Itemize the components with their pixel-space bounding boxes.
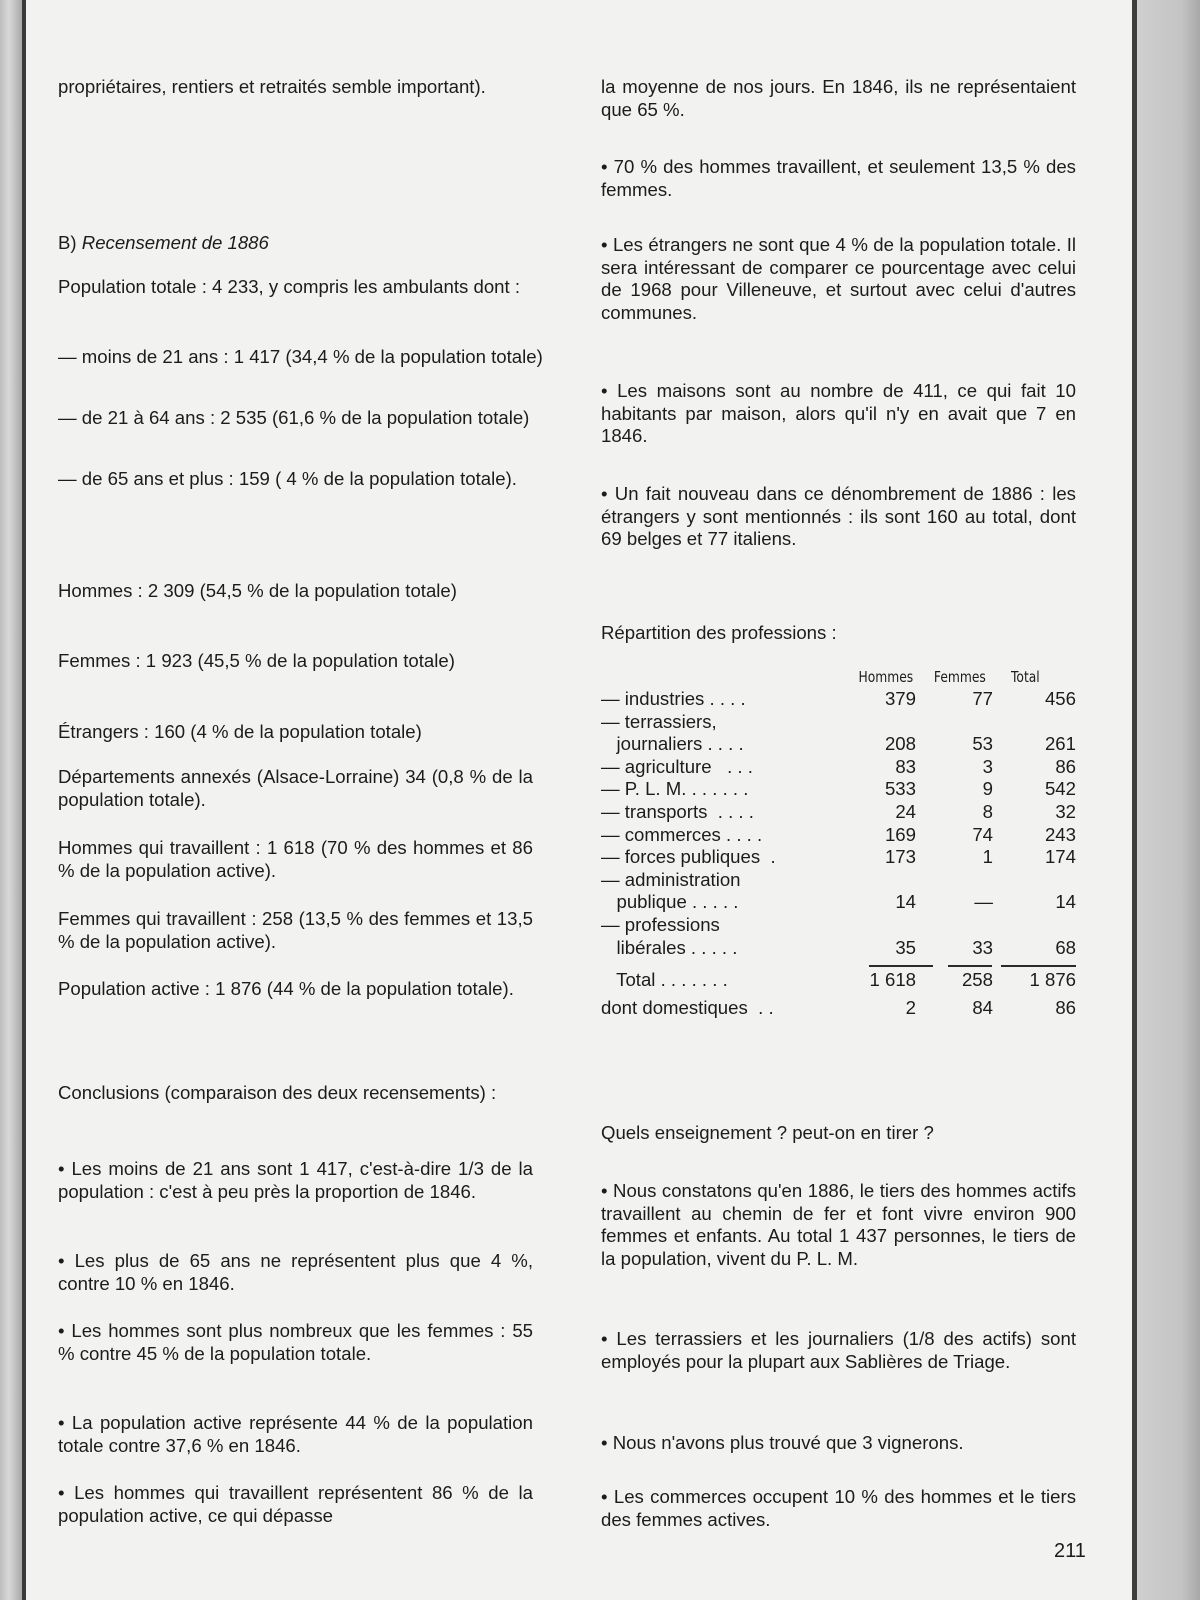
table-row-label-wrap (601, 711, 1081, 734)
cell-total: 68 (1055, 936, 1076, 958)
stat-active-population: Population active : 1 876 (44 % de la population totale). (58, 978, 514, 999)
column-header-hommes: Hommes (858, 668, 914, 686)
section-prefix: B) (58, 232, 77, 253)
table-heading: Répartition des professions : (601, 622, 837, 643)
profession-label: libérales . . . . . (601, 936, 738, 958)
profession-label: — professions (601, 913, 720, 935)
cell-hommes: 379 (884, 688, 916, 709)
stat-working-women: Femmes qui travaillent : 258 (13,5 % des femmes et 13,5 % de la population active). (58, 908, 533, 952)
cell-femmes: 53 (972, 733, 993, 755)
finding-item: • Les maisons sont au nombre de 411, ce qui fait 10 habitants par maison, alors qu'il n'y en avait que 7 en 1846. (601, 380, 1076, 448)
conclusion-item: • Les hommes sont plus nombreux que les femmes : 55 % contre 45 % de la population totale. (58, 1320, 533, 1365)
cell-total: 174 (1044, 846, 1076, 868)
professions-table (601, 666, 1081, 1020)
cell-total: 32 (1055, 800, 1076, 822)
cell-total: 542 (1044, 778, 1076, 800)
finding-item: • Un fait nouveau dans ce dénombrement de 1886 : les étrangers y sont mentionnés : ils sont 160 au total, dont 69 belges et 77 italiens. (601, 483, 1076, 551)
right-continuation: la moyenne de nos jours. En 1846, ils ne représentaient que 65 %. (601, 76, 1076, 120)
conclusion-item: • Les moins de 21 ans sont 1 417, c'est-à-dire 1/3 de la population : c'est à peu près la proportion de 1846. (58, 1158, 533, 1203)
age-group-item: — de 65 ans et plus : 159 ( 4 % de la population totale). (58, 468, 517, 489)
cell-femmes: 74 (972, 823, 993, 845)
profession-label: publique . . . . . (601, 891, 739, 913)
cell-femmes: — (974, 891, 993, 913)
profession-label: — forces publiques . (601, 846, 776, 868)
section-heading (58, 232, 533, 255)
cell-hommes: 24 (895, 800, 916, 822)
domestic-label: dont domestiques . . (601, 997, 774, 1019)
cell-hommes: 83 (895, 755, 916, 777)
table-row (601, 891, 1081, 914)
scan-left-edge (0, 0, 22, 1600)
book-page (26, 0, 1132, 1600)
table-row (601, 824, 1081, 847)
total-rules (601, 959, 1081, 969)
total-femmes: 258 (961, 969, 993, 991)
lesson-item: • Nous n'avons plus trouvé que 3 vignerons. (601, 1432, 1076, 1455)
total-rule-total (1001, 965, 1076, 967)
cell-femmes: 8 (982, 800, 993, 822)
section-title: Recensement de 1886 (81, 232, 269, 253)
cell-femmes: 33 (972, 936, 993, 958)
cell-total: 456 (1044, 688, 1076, 709)
profession-label: — commerces . . . . (601, 823, 763, 845)
question-heading: Quels enseignement ? peut-on en tirer ? (601, 1122, 934, 1143)
total-total: 1 876 (1029, 969, 1076, 991)
profession-label: — agriculture . . . (601, 755, 753, 777)
cell-hommes: 14 (895, 891, 916, 913)
table-total-row (601, 969, 1081, 997)
table-row (601, 801, 1081, 824)
table-row (601, 733, 1081, 756)
age-group-item: — moins de 21 ans : 1 417 (34,4 % de la population totale) (58, 346, 543, 367)
finding-item: • 70 % des hommes travaillent, et seulement 13,5 % des femmes. (601, 156, 1076, 201)
lesson-item: • Les commerces occupent 10 % des hommes et le tiers des femmes actives. (601, 1486, 1076, 1531)
profession-label: — transports . . . . (601, 800, 754, 822)
domestic-total: 86 (1055, 997, 1076, 1019)
scan-right-edge (1137, 0, 1200, 1600)
stat-women: Femmes : 1 923 (45,5 % de la population totale) (58, 650, 455, 671)
total-hommes: 1 618 (869, 969, 916, 991)
total-rule-femmes (948, 965, 992, 967)
profession-label: — administration (601, 868, 741, 890)
finding-item: • Les étrangers ne sont que 4 % de la population totale. Il sera intéressant de comparer ce pourcentage avec celui de 1968 pour Villeneuve, et surtout avec celui d'autres communes. (601, 234, 1076, 324)
column-header-total: Total (1011, 668, 1040, 686)
conclusions-heading: Conclusions (comparaison des deux recensements) : (58, 1082, 497, 1103)
stat-foreigners: Étrangers : 160 (4 % de la population totale) (58, 721, 422, 742)
cell-total: 261 (1044, 733, 1076, 755)
table-row (601, 846, 1081, 869)
cell-total: 14 (1055, 891, 1076, 913)
intro-continuation: propriétaires, rentiers et retraités semble important). (58, 76, 486, 97)
table-row-label-wrap (601, 914, 1081, 937)
table-header (601, 666, 1040, 688)
cell-hommes: 533 (884, 778, 916, 800)
profession-label: — industries . . . . (601, 688, 746, 709)
conclusion-item: • Les plus de 65 ans ne représentent plus que 4 %, contre 10 % en 1846. (58, 1250, 533, 1295)
cell-femmes: 3 (982, 755, 993, 777)
cell-hommes: 169 (884, 823, 916, 845)
lesson-item: • Nous constatons qu'en 1886, le tiers des hommes actifs travaillent au chemin de fer et font vivre environ 900 femmes et enfants. Au total 1 437 personnes, le tiers de la population, vivent du P. L. M. (601, 1180, 1076, 1270)
profession-label: — P. L. M. . . . . . . (601, 778, 749, 800)
column-header-femmes: Femmes (933, 668, 986, 686)
profession-label: — terrassiers, (601, 710, 717, 732)
cell-total: 243 (1044, 823, 1076, 845)
table-row (601, 937, 1081, 960)
domestic-femmes: 84 (972, 997, 993, 1019)
cell-hommes: 208 (884, 733, 916, 755)
table-row (601, 778, 1081, 801)
conclusion-item: • Les hommes qui travaillent représentent 86 % de la population active, ce qui dépasse (58, 1482, 533, 1527)
domestic-hommes: 2 (905, 997, 916, 1019)
cell-femmes: 77 (972, 688, 993, 709)
stat-working-men: Hommes qui travaillent : 1 618 (70 % des hommes et 86 % de la population active). (58, 837, 533, 881)
total-label: Total . . . . . . . (601, 969, 728, 991)
page-number: 211 (1054, 1540, 1086, 1562)
cell-total: 86 (1055, 755, 1076, 777)
table-row (601, 688, 1081, 711)
cell-femmes: 9 (982, 778, 993, 800)
conclusion-item: • La population active représente 44 % de la population totale contre 37,6 % en 1846. (58, 1412, 533, 1457)
table-row (601, 756, 1081, 779)
table-row-label-wrap (601, 869, 1081, 892)
age-group-item: — de 21 à 64 ans : 2 535 (61,6 % de la population totale) (58, 407, 530, 428)
stat-men: Hommes : 2 309 (54,5 % de la population totale) (58, 580, 457, 601)
profession-label: journaliers . . . . (601, 733, 744, 755)
population-total: Population totale : 4 233, y compris les ambulants dont : (58, 276, 521, 297)
cell-hommes: 173 (884, 846, 916, 868)
total-rule-hommes (869, 965, 933, 967)
lesson-item: • Les terrassiers et les journaliers (1/8 des actifs) sont employés pour la plupart aux Sablières de Triage. (601, 1328, 1076, 1373)
cell-hommes: 35 (895, 936, 916, 958)
stat-alsace-lorraine: Départements annexés (Alsace-Lorraine) 34 (0,8 % de la population totale). (58, 766, 533, 810)
cell-femmes: 1 (982, 846, 993, 868)
table-domestic-row (601, 997, 1081, 1020)
